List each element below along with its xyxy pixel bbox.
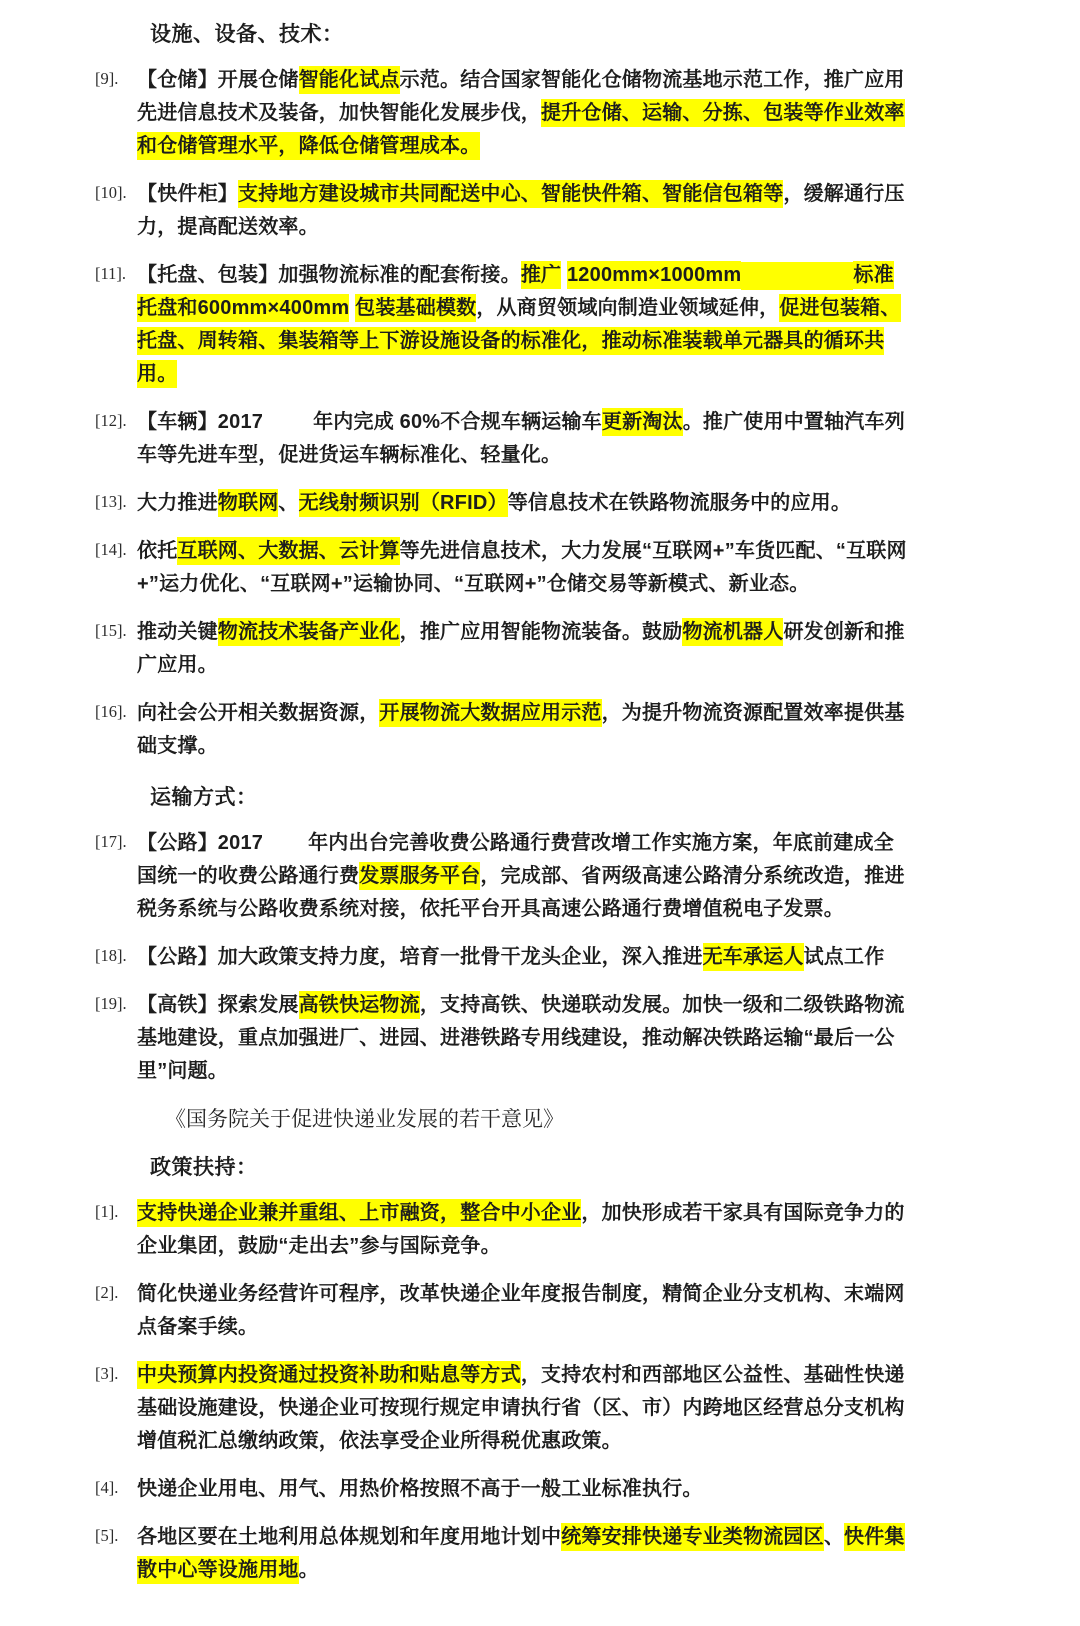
numbered-item bbox=[95, 406, 912, 472]
item-text bbox=[137, 178, 912, 244]
numbered-item bbox=[95, 259, 912, 391]
text-run: 。 bbox=[298, 1559, 319, 1581]
item-text bbox=[137, 1278, 912, 1344]
item-text bbox=[137, 827, 912, 926]
item-text bbox=[137, 941, 912, 974]
highlighted-text-run: 发票服务平台 bbox=[359, 862, 480, 890]
highlight-spacer bbox=[741, 262, 853, 290]
item-number: [19]. bbox=[95, 994, 127, 1013]
blank-spacer bbox=[263, 833, 308, 855]
item-number: [12]. bbox=[95, 411, 127, 430]
item-number: [16]. bbox=[95, 702, 127, 721]
item-number: [17]. bbox=[95, 832, 127, 851]
text-run: ，支持高铁、快递联动发展。加快一级和二级铁路物流基地建设，重点加强进厂、进园、进港铁路专用线建设，推动解决铁路运输“最后一公里”问题。 bbox=[137, 994, 905, 1082]
numbered-item bbox=[95, 616, 912, 682]
item-text bbox=[137, 1359, 912, 1458]
highlighted-text-run: 提升仓储、运输、分拣、包装等作业效率和仓储管理水平，降低仓储管理成本。 bbox=[137, 99, 905, 160]
highlighted-text-run: 无车承运人 bbox=[703, 943, 804, 971]
text-run: 【托盘、包装】加强物流标准的配套衔接。 bbox=[137, 264, 521, 286]
text-run: 年内完成 60%不合规车辆运输车 bbox=[313, 411, 602, 433]
numbered-item bbox=[95, 1473, 912, 1506]
text-run: 【高铁】探索发展 bbox=[137, 994, 299, 1016]
highlighted-text-run: 促进包装箱、托盘、周转箱、集装箱等上下游设施设备的标准化，推动标准装载单元器具的循环共用。 bbox=[137, 294, 901, 388]
highlighted-text-run: 物流技术装备产业化 bbox=[218, 618, 400, 646]
section-heading: 设施、设备、技术： bbox=[150, 23, 344, 46]
text-run: 【快件柜】 bbox=[137, 183, 238, 205]
text-run: 、 bbox=[823, 1526, 845, 1548]
item-number: [11]. bbox=[95, 264, 127, 283]
text-run: 快递企业用电、用气、用热价格按照不高于一般工业标准执行。 bbox=[137, 1478, 703, 1500]
item-number: [2]. bbox=[95, 1283, 119, 1302]
item-number: [10]. bbox=[95, 183, 127, 202]
highlighted-text-run: 统筹安排快递专业类物流园区 bbox=[561, 1523, 824, 1551]
item-number: [9]. bbox=[95, 69, 119, 88]
text-run: ，缓解通行压力，提高配送效率。 bbox=[137, 183, 905, 238]
highlighted-text-run: 标准托盘和 bbox=[137, 261, 894, 322]
text-run: 示范。结合国家智能化仓储物流基地示范工作，推广应用先进信息技术及装备，加快智能化发展步伐， bbox=[137, 69, 905, 124]
section-heading: 运输方式： bbox=[150, 786, 258, 809]
numbered-item bbox=[95, 941, 912, 974]
highlighted-text-run: 600mm×400mm bbox=[198, 294, 350, 322]
text-run: ，推广应用智能物流装备。鼓励 bbox=[399, 621, 683, 643]
numbered-item bbox=[95, 989, 912, 1088]
item-text bbox=[137, 1197, 912, 1263]
item-text bbox=[137, 64, 912, 163]
text-run: 【公路】2017 bbox=[137, 832, 264, 854]
numbered-item bbox=[95, 178, 912, 244]
item-number: [5]. bbox=[95, 1526, 119, 1545]
highlighted-text-run: 开展物流大数据应用示范 bbox=[379, 699, 601, 727]
reference-document-title: 《国务院关于促进快递业发展的若干意见》 bbox=[165, 1107, 564, 1131]
numbered-item bbox=[95, 487, 912, 520]
highlighted-text-run: 高铁快运物流 bbox=[299, 991, 420, 1019]
item-number: [4]. bbox=[95, 1478, 119, 1497]
highlighted-text-run: 互联网、大数据、云计算 bbox=[177, 537, 399, 565]
item-number: [15]. bbox=[95, 621, 127, 640]
numbered-item bbox=[95, 64, 912, 163]
item-text bbox=[137, 259, 912, 391]
highlighted-text-run: 包装基础模数 bbox=[355, 294, 476, 322]
item-text bbox=[137, 1473, 912, 1506]
numbered-item bbox=[95, 1359, 912, 1458]
text-run: 【车辆】2017 bbox=[137, 411, 264, 433]
highlighted-text-run: 支持地方建设城市共同配送中心、智能快件箱、智能信包箱等 bbox=[238, 180, 783, 208]
text-run: ，支持农村和西部地区公益性、基础性快递基础设施建设，快递企业可按现行规定申请执行省（区、市）内跨地区经营总分支机构增值税汇总缴纳政策，依法享受企业所得税优惠政策。 bbox=[137, 1364, 905, 1452]
item-text bbox=[137, 535, 912, 601]
text-run: 【公路】加大政策支持力度，培育一批骨干龙头企业，深入推进 bbox=[137, 946, 703, 968]
numbered-item bbox=[95, 697, 912, 763]
text-run: 、 bbox=[278, 492, 299, 514]
item-text bbox=[137, 1521, 912, 1587]
text-run: 推动关键 bbox=[137, 621, 218, 643]
highlighted-text-run: 更新淘汰 bbox=[602, 408, 683, 436]
text-run: 简化快递业务经营许可程序，改革快递企业年度报告制度，精简企业分支机构、末端网点备案手续。 bbox=[137, 1283, 905, 1338]
numbered-item bbox=[95, 827, 912, 926]
text-run: 向社会公开相关数据资源， bbox=[137, 702, 380, 724]
text-run: 。推广使用中置轴汽车列车等先进车型，促进货运车辆标准化、轻量化。 bbox=[137, 411, 905, 466]
text-run: 试点工作 bbox=[803, 946, 885, 968]
numbered-item bbox=[95, 535, 912, 601]
text-run: ，为提升物流资源配置效率提供基础支撑。 bbox=[137, 702, 905, 757]
item-number: [1]. bbox=[95, 1202, 119, 1221]
item-text bbox=[137, 616, 912, 682]
item-text bbox=[137, 697, 912, 763]
item-number: [3]. bbox=[95, 1364, 119, 1383]
highlighted-text-run: 快件集散中心等设施用地 bbox=[137, 1523, 905, 1584]
highlighted-text-run: 1200mm×1000mm bbox=[567, 261, 741, 289]
item-number: [18]. bbox=[95, 946, 127, 965]
highlighted-text-run: 智能化试点 bbox=[299, 66, 400, 94]
numbered-item bbox=[95, 1521, 912, 1587]
text-run: 【仓储】开展仓储 bbox=[137, 69, 299, 91]
text-run: ，完成部、省两级高速公路清分系统改造，推进税务系统与公路收费系统对接，依托平台开具高速公路通行费增值税电子发票。 bbox=[137, 865, 905, 920]
highlighted-text-run: 支持快递企业兼并重组、上市融资，整合中小企业 bbox=[137, 1199, 581, 1227]
item-number: [14]. bbox=[95, 540, 127, 559]
highlighted-text-run: 无线射频识别（RFID） bbox=[299, 489, 508, 517]
numbered-item bbox=[95, 1197, 912, 1263]
text-run: 年内出台完善收费公路通行费营改增工作实施方案，年底前建成全国统一的收费公路通行费 bbox=[137, 832, 894, 887]
section-heading: 政策扶持： bbox=[150, 1156, 258, 1179]
text-run: ，从商贸领域向制造业领域延伸， bbox=[476, 297, 780, 319]
highlighted-text-run: 物联网 bbox=[218, 489, 279, 517]
text-run: 各地区要在土地利用总体规划和年度用地计划中 bbox=[137, 1526, 562, 1548]
text-run: 大力推进 bbox=[137, 492, 218, 514]
text-run: 等信息技术在铁路物流服务中的应用。 bbox=[507, 492, 852, 514]
text-run: 研发创新和推广应用。 bbox=[137, 621, 905, 676]
numbered-item bbox=[95, 1278, 912, 1344]
text-run: 依托 bbox=[137, 540, 178, 562]
highlighted-text-run: 物流机器人 bbox=[682, 618, 783, 646]
item-text bbox=[137, 487, 912, 520]
text-run: 等先进信息技术，大力发展“互联网+”车货匹配、“互联网+”运力优化、“互联网+”运输协同、“互联网+”仓储交易等新模式、新业态。 bbox=[137, 540, 907, 595]
item-number: [13]. bbox=[95, 492, 127, 511]
highlighted-text-run: 推广 bbox=[521, 261, 561, 289]
text-run: ，加快形成若干家具有国际竞争力的企业集团，鼓励“走出去”参与国际竞争。 bbox=[137, 1202, 905, 1257]
highlighted-text-run: 中央预算内投资通过投资补助和贴息等方式 bbox=[137, 1361, 521, 1389]
item-text bbox=[137, 406, 912, 472]
blank-spacer bbox=[263, 412, 313, 434]
item-text bbox=[137, 989, 912, 1088]
